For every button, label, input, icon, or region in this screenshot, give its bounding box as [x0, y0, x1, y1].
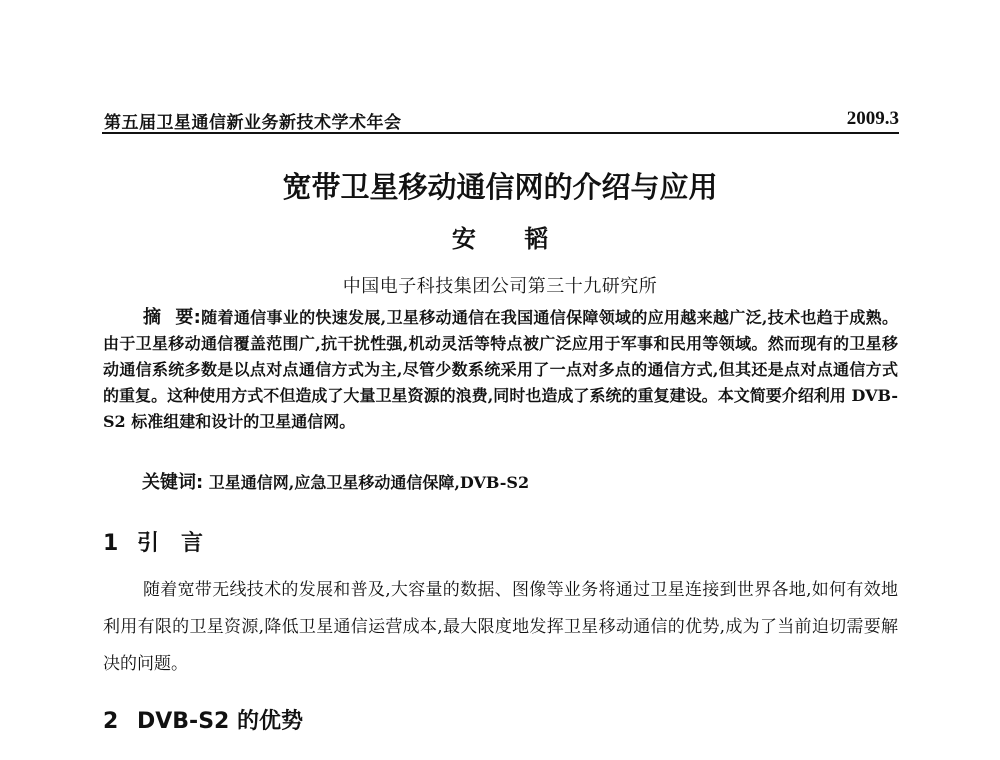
paper-affiliation: 中国电子科技集团公司第三十九研究所 — [342, 276, 658, 297]
keywords-text: 卫星通信网,应急卫星移动通信保障,DVB-S2 — [208, 473, 530, 492]
section-title: DVB-S2 的优势 — [137, 709, 303, 734]
introduction-paragraph: 随着宽带无线技术的发展和普及,大容量的数据、图像等业务将通过卫星连接到世界各地,如何有效地利用有限的卫星资源,降低卫星通信运营成本,最大限度地发挥卫星移动通信的优势,成为了当前迫切需要解决的问题。 — [103, 580, 898, 674]
abstract — [103, 305, 898, 435]
section-heading-introduction — [103, 526, 225, 557]
section-number: 2 — [103, 709, 119, 734]
paper-title: 宽带卫星移动通信网的介绍与应用 — [282, 170, 718, 204]
running-header-conference: 第五届卫星通信新业务新技术学术年会 — [104, 113, 402, 133]
running-header-date: 2009.3 — [846, 108, 899, 129]
header-rule — [102, 132, 899, 134]
keywords — [142, 468, 529, 494]
section-number: 1 — [103, 531, 119, 556]
abstract-text: 随着通信事业的快速发展,卫星移动通信在我国通信保障领域的应用越来越广泛,技术也趋于成熟。由于卫星移动通信覆盖范围广,抗干扰性强,机动灵活等特点被广泛应用于军事和民用等领域。然而现有的卫星移动通信系统多数是以点对点通信方式为主,尽管少数系统采用了一点对多点的通信方式,但其还是点对点通信方式的重复。这种使用方式不但造成了大量卫星资源的浪费,同时也造成了系统的重复建设。本文简要介绍利用 DVB-S2 标准组建和设计的卫星通信网。 — [103, 308, 899, 431]
abstract-label-colon: 要: — [175, 307, 201, 328]
section-title: 引言 — [137, 531, 226, 556]
abstract-label: 摘 — [143, 307, 176, 328]
keywords-label: 关键词: — [142, 472, 204, 493]
section-heading-dvb-s2 — [103, 704, 303, 735]
paper-author: 安 韬 — [451, 225, 569, 253]
